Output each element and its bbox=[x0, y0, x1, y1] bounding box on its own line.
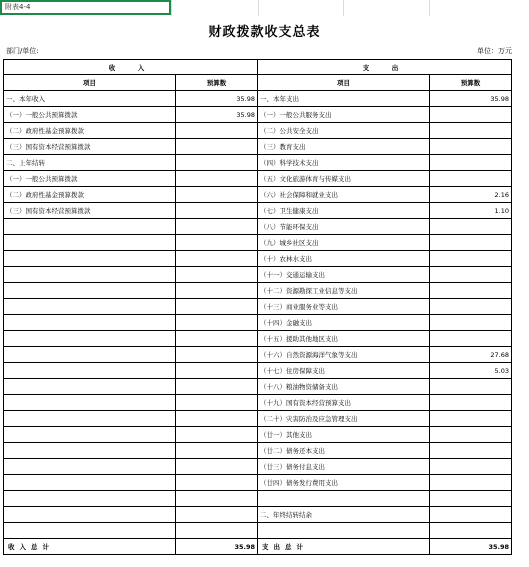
expense-item-cell[interactable]: （七）卫生健康支出 bbox=[258, 203, 430, 219]
expense-item-cell[interactable]: （十五）援助其他地区支出 bbox=[258, 331, 430, 347]
income-item-cell[interactable] bbox=[4, 363, 176, 379]
income-item-cell[interactable] bbox=[4, 219, 176, 235]
expense-item-cell[interactable]: （三）教育支出 bbox=[258, 139, 430, 155]
table-row bbox=[4, 459, 512, 475]
expense-value-cell[interactable] bbox=[430, 443, 512, 459]
expense-value-cell[interactable] bbox=[430, 235, 512, 251]
expense-value-cell[interactable] bbox=[430, 491, 512, 507]
income-item-cell[interactable] bbox=[4, 283, 176, 299]
table-row bbox=[4, 379, 512, 395]
expense-value-cell[interactable] bbox=[430, 523, 512, 539]
sheet-gridline bbox=[258, 0, 259, 16]
expense-value-cell[interactable] bbox=[430, 315, 512, 331]
sheet-gridline bbox=[429, 0, 430, 16]
income-item-cell[interactable]: （二）政府性基金预算拨款 bbox=[4, 123, 176, 139]
income-item-cell[interactable] bbox=[4, 251, 176, 267]
income-item-cell[interactable] bbox=[4, 411, 176, 427]
table-row bbox=[4, 523, 512, 539]
income-item-cell[interactable] bbox=[4, 443, 176, 459]
income-value-cell[interactable] bbox=[176, 411, 258, 427]
income-item-cell[interactable]: 一、本年收入 bbox=[4, 91, 176, 107]
income-value-cell[interactable] bbox=[176, 331, 258, 347]
expense-value-cell[interactable] bbox=[430, 155, 512, 171]
income-item-cell[interactable] bbox=[4, 315, 176, 331]
income-value-cell[interactable]: 35.98 bbox=[176, 91, 258, 107]
income-value-cell[interactable] bbox=[176, 507, 258, 523]
expense-item-cell[interactable]: （十七）住房保障支出 bbox=[258, 363, 430, 379]
income-value-cell[interactable] bbox=[176, 139, 258, 155]
income-value-cell[interactable] bbox=[176, 283, 258, 299]
income-item-cell[interactable]: （三）国有资本经营预算拨款 bbox=[4, 139, 176, 155]
income-value-cell[interactable] bbox=[176, 315, 258, 331]
income-section-header[interactable]: 收 入 bbox=[4, 60, 258, 75]
income-value-cell[interactable] bbox=[176, 523, 258, 539]
table-row bbox=[4, 267, 512, 283]
income-value-cell[interactable] bbox=[176, 267, 258, 283]
expense-item-cell[interactable]: （六）社会保障和就业支出 bbox=[258, 187, 430, 203]
expense-value-cell[interactable] bbox=[430, 379, 512, 395]
expense-value-cell[interactable] bbox=[430, 171, 512, 187]
expense-item-cell[interactable]: （十三）商业服务业等支出 bbox=[258, 299, 430, 315]
income-item-cell[interactable] bbox=[4, 267, 176, 283]
income-value-cell[interactable]: 35.98 bbox=[176, 107, 258, 123]
income-total-value[interactable]: 35.98 bbox=[176, 539, 258, 555]
table-row bbox=[4, 299, 512, 315]
total-row bbox=[4, 539, 512, 555]
expense-item-cell[interactable]: 二、年终结转结余 bbox=[258, 507, 430, 523]
income-value-cell[interactable] bbox=[176, 459, 258, 475]
table-row bbox=[4, 123, 512, 139]
expense-value-cell[interactable]: 1.10 bbox=[430, 203, 512, 219]
expense-value-cell[interactable] bbox=[430, 251, 512, 267]
income-item-cell[interactable] bbox=[4, 475, 176, 491]
income-item-cell[interactable] bbox=[4, 395, 176, 411]
table-row bbox=[4, 139, 512, 155]
table-row bbox=[4, 155, 512, 171]
income-item-cell[interactable]: （三）国有资本经营预算拨款 bbox=[4, 203, 176, 219]
expense-value-cell[interactable] bbox=[430, 107, 512, 123]
table-row bbox=[4, 331, 512, 347]
income-item-header[interactable]: 项目 bbox=[4, 75, 176, 91]
expense-budget-header[interactable]: 预算数 bbox=[430, 75, 512, 91]
income-item-cell[interactable] bbox=[4, 235, 176, 251]
expense-value-cell[interactable] bbox=[430, 427, 512, 443]
income-value-cell[interactable] bbox=[176, 363, 258, 379]
expense-item-cell[interactable]: （九）城乡社区支出 bbox=[258, 235, 430, 251]
table-row bbox=[4, 427, 512, 443]
table-row bbox=[4, 443, 512, 459]
expense-value-cell[interactable]: 5.03 bbox=[430, 363, 512, 379]
expense-value-cell[interactable]: 27.68 bbox=[430, 347, 512, 363]
expense-value-cell[interactable] bbox=[430, 219, 512, 235]
expense-value-cell[interactable] bbox=[430, 139, 512, 155]
table-row bbox=[4, 219, 512, 235]
table-row bbox=[4, 315, 512, 331]
income-item-cell[interactable] bbox=[4, 347, 176, 363]
income-item-cell[interactable] bbox=[4, 331, 176, 347]
income-item-cell[interactable] bbox=[4, 491, 176, 507]
expense-item-cell[interactable]: （廿四）债务发行费用支出 bbox=[258, 475, 430, 491]
income-budget-header[interactable]: 预算数 bbox=[176, 75, 258, 91]
income-value-cell[interactable] bbox=[176, 395, 258, 411]
table-row bbox=[4, 107, 512, 123]
selected-cell[interactable] bbox=[0, 0, 171, 15]
income-item-cell[interactable] bbox=[4, 379, 176, 395]
income-value-cell[interactable] bbox=[176, 187, 258, 203]
table-row bbox=[4, 235, 512, 251]
sheet-gridline bbox=[171, 0, 172, 16]
expense-value-cell[interactable]: 35.98 bbox=[430, 91, 512, 107]
expense-item-header[interactable]: 项目 bbox=[258, 75, 430, 91]
expense-value-cell[interactable] bbox=[430, 475, 512, 491]
expense-item-cell[interactable]: （十八）粮油物资储备支出 bbox=[258, 379, 430, 395]
budget-table bbox=[3, 59, 512, 555]
income-item-cell[interactable]: （一）一般公共预算拨款 bbox=[4, 107, 176, 123]
income-value-cell[interactable] bbox=[176, 123, 258, 139]
expense-item-cell[interactable]: （廿三）债务付息支出 bbox=[258, 459, 430, 475]
expense-value-cell[interactable] bbox=[430, 411, 512, 427]
expense-value-cell[interactable] bbox=[430, 507, 512, 523]
report-title: 财政拨款收支总表 bbox=[208, 25, 321, 40]
expense-item-cell[interactable]: （二）公共安全支出 bbox=[258, 123, 430, 139]
expense-item-cell[interactable] bbox=[258, 491, 430, 507]
income-item-cell[interactable] bbox=[4, 427, 176, 443]
table-row bbox=[4, 347, 512, 363]
table-row bbox=[4, 283, 512, 299]
table-row bbox=[4, 203, 512, 219]
table-row bbox=[4, 363, 512, 379]
expense-total-label[interactable]: 支出总计 bbox=[258, 539, 430, 555]
income-item-cell[interactable] bbox=[4, 507, 176, 523]
income-value-cell[interactable] bbox=[176, 171, 258, 187]
expense-item-cell[interactable]: （四）科学技术支出 bbox=[258, 155, 430, 171]
income-value-cell[interactable] bbox=[176, 155, 258, 171]
income-value-cell[interactable] bbox=[176, 475, 258, 491]
expense-item-cell[interactable]: （八）节能环保支出 bbox=[258, 219, 430, 235]
expense-item-cell[interactable]: （一）一般公共服务支出 bbox=[258, 107, 430, 123]
income-value-cell[interactable] bbox=[176, 443, 258, 459]
sheet-gridline bbox=[343, 0, 344, 16]
table-row bbox=[4, 491, 512, 507]
income-item-cell[interactable] bbox=[4, 523, 176, 539]
income-item-cell[interactable]: 二、上年结转 bbox=[4, 155, 176, 171]
table-row bbox=[4, 475, 512, 491]
income-value-cell[interactable] bbox=[176, 203, 258, 219]
expense-section-header[interactable]: 支 出 bbox=[258, 60, 512, 75]
income-item-cell[interactable] bbox=[4, 299, 176, 315]
income-item-cell[interactable]: （一）一般公共预算拨款 bbox=[4, 171, 176, 187]
expense-total-value[interactable]: 35.98 bbox=[430, 539, 512, 555]
expense-value-cell[interactable] bbox=[430, 459, 512, 475]
expense-item-cell[interactable]: （十一）交通运输支出 bbox=[258, 267, 430, 283]
expense-item-cell[interactable]: （廿二）债务还本支出 bbox=[258, 443, 430, 459]
expense-item-cell[interactable]: （廿一）其他支出 bbox=[258, 427, 430, 443]
expense-item-cell[interactable]: （十六）自然资源海洋气象等支出 bbox=[258, 347, 430, 363]
income-value-cell[interactable] bbox=[176, 299, 258, 315]
income-value-cell[interactable] bbox=[176, 219, 258, 235]
expense-item-cell[interactable]: （二十）灾害防治及应急管理支出 bbox=[258, 411, 430, 427]
income-value-cell[interactable] bbox=[176, 427, 258, 443]
table-row bbox=[4, 187, 512, 203]
table-row bbox=[4, 171, 512, 187]
expense-value-cell[interactable] bbox=[430, 123, 512, 139]
income-value-cell[interactable] bbox=[176, 251, 258, 267]
expense-item-cell[interactable]: （十）农林水支出 bbox=[258, 251, 430, 267]
income-value-cell[interactable] bbox=[176, 491, 258, 507]
income-item-cell[interactable]: （二）政府性基金预算拨款 bbox=[4, 187, 176, 203]
expense-value-cell[interactable] bbox=[430, 283, 512, 299]
table-row bbox=[4, 251, 512, 267]
expense-item-cell[interactable]: （十九）国有资本经营预算支出 bbox=[258, 395, 430, 411]
expense-item-cell[interactable]: （十四）金融支出 bbox=[258, 315, 430, 331]
expense-value-cell[interactable] bbox=[430, 395, 512, 411]
expense-item-cell[interactable] bbox=[258, 523, 430, 539]
income-value-cell[interactable] bbox=[176, 379, 258, 395]
income-item-cell[interactable] bbox=[4, 459, 176, 475]
income-value-cell[interactable] bbox=[176, 235, 258, 251]
table-row bbox=[4, 507, 512, 523]
expense-value-cell[interactable]: 2.16 bbox=[430, 187, 512, 203]
expense-item-cell[interactable]: 一、本年支出 bbox=[258, 91, 430, 107]
expense-item-cell[interactable]: （五）文化旅游体育与传媒支出 bbox=[258, 171, 430, 187]
table-row bbox=[4, 395, 512, 411]
expense-value-cell[interactable] bbox=[430, 267, 512, 283]
table-row bbox=[4, 411, 512, 427]
department-label: 部门/单位: bbox=[6, 47, 39, 55]
expense-item-cell[interactable]: （十二）资源勘探工业信息等支出 bbox=[258, 283, 430, 299]
income-value-cell[interactable] bbox=[176, 347, 258, 363]
unit-label: 单位：万元 bbox=[477, 47, 512, 55]
table-row bbox=[4, 91, 512, 107]
expense-value-cell[interactable] bbox=[430, 331, 512, 347]
cell-reference: 附表4-4 bbox=[5, 3, 31, 11]
income-total-label[interactable]: 收入总计 bbox=[4, 539, 176, 555]
expense-value-cell[interactable] bbox=[430, 299, 512, 315]
